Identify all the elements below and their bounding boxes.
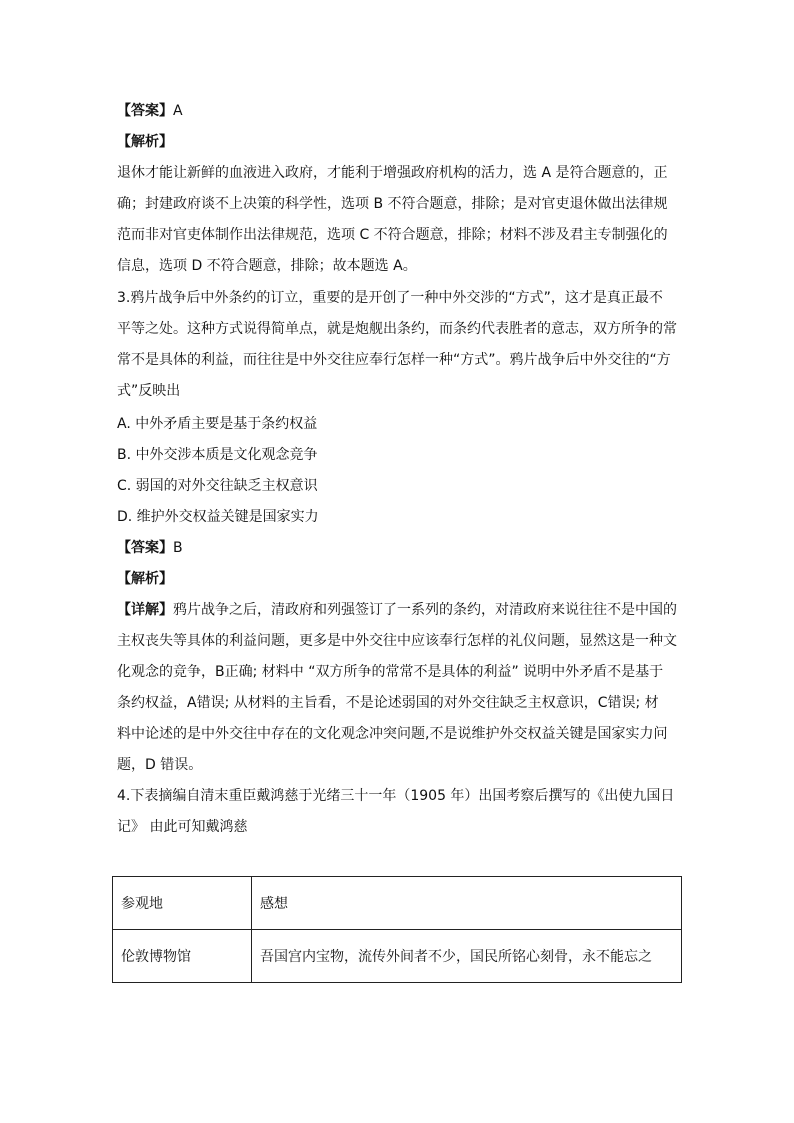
q4-stem (117, 781, 679, 843)
stem-line: 3.鸦片战争后中外条约的订立，重要的是开创了一种中外交涉的“方式”，这才是真正最不 (117, 290, 663, 306)
table-row (113, 930, 682, 983)
q2-answer-section (117, 96, 679, 282)
detail-label: 【详解】 (117, 602, 173, 618)
analysis-label: 【解析】 (117, 571, 173, 587)
q2-answer (117, 96, 679, 127)
analysis-line: 范而非对官吏体制作出法律规范，选项 C 不符合题意，排除；材料不涉及君主专制强化的 (117, 227, 668, 243)
detail-line: 条约权益，A错误; 从材料的主旨看，不是论述弱国的对外交往缺乏主权意识，C错误; 材 (117, 695, 659, 711)
table-cell: 吾国宫内宝物，流传外间者不少，国民所铭心刻骨，永不能忘之 (252, 930, 682, 983)
table-cell: 伦敦博物馆 (113, 930, 252, 983)
detail-line: 化观念的竞争，B正确; 材料中 “双方所争的常常不是具体的利益” 说明中外矛盾不是基于 (117, 664, 664, 680)
table-header-row (113, 877, 682, 930)
detail-line: 料中论述的是中外交往中存在的文化观念冲突问题,不是说维护外交权益关键是国家实力问 (117, 726, 668, 742)
stem-line: 记》 由此可知戴鸿慈 (117, 819, 248, 835)
table-header-cell: 感想 (252, 877, 682, 930)
analysis-line: 信息，选项 D 不符合题意，排除；故本题选 A。 (117, 258, 417, 274)
answer-value: B (173, 540, 183, 556)
q3-answer-section (117, 533, 679, 781)
analysis-line: 退休才能让新鲜的血液进入政府，才能利于增强政府机构的活力，选 A 是符合题意的，正 (117, 165, 668, 181)
answer-label: 【答案】 (117, 540, 173, 556)
detail-line: 题，D 错误。 (117, 757, 203, 773)
q3-answer (117, 533, 679, 564)
option-b: B. 中外交涉本质是文化观念竞争 (117, 447, 318, 463)
table-header-cell: 参观地 (113, 877, 252, 930)
answer-value: A (173, 103, 183, 119)
answer-label: 【答案】 (117, 103, 173, 119)
analysis-line: 确；封建政府谈不上决策的科学性，选项 B 不符合题意，排除；是对官吏退休做出法律规 (117, 196, 668, 212)
analysis-label: 【解析】 (117, 134, 173, 150)
stem-line: 式”反映出 (117, 383, 181, 399)
option-d: D. 维护外交权益关键是国家实力 (117, 509, 319, 525)
stem-line: 常不是具体的利益，而往往是中外交往应奉行怎样一种“方式”。鸦片战争后中外交往的“方 (117, 352, 671, 368)
q3-stem (117, 283, 679, 407)
option-a: A. 中外矛盾主要是基于条约权益 (117, 416, 318, 432)
detail-line (117, 595, 679, 626)
stem-line: 4.下表摘编自清末重臣戴鸿慈于光绪三十一年（1905 年）出国考察后撰写的《出使九国日 (117, 788, 675, 804)
detail-text: 鸦片战争之后，清政府和列强签订了一系列的条约，对清政府来说往往不是中国的 (173, 602, 677, 618)
detail-line: 主权丧失等具体的利益问题，更多是中外交往中应该奉行怎样的礼仪问题，显然这是一种文 (117, 633, 677, 649)
q4-table (112, 876, 682, 983)
stem-line: 平等之处。这种方式说得简单点，就是炮舰出条约，而条约代表胜者的意志，双方所争的常 (117, 321, 677, 337)
option-c: C. 弱国的对外交往缺乏主权意识 (117, 478, 318, 494)
